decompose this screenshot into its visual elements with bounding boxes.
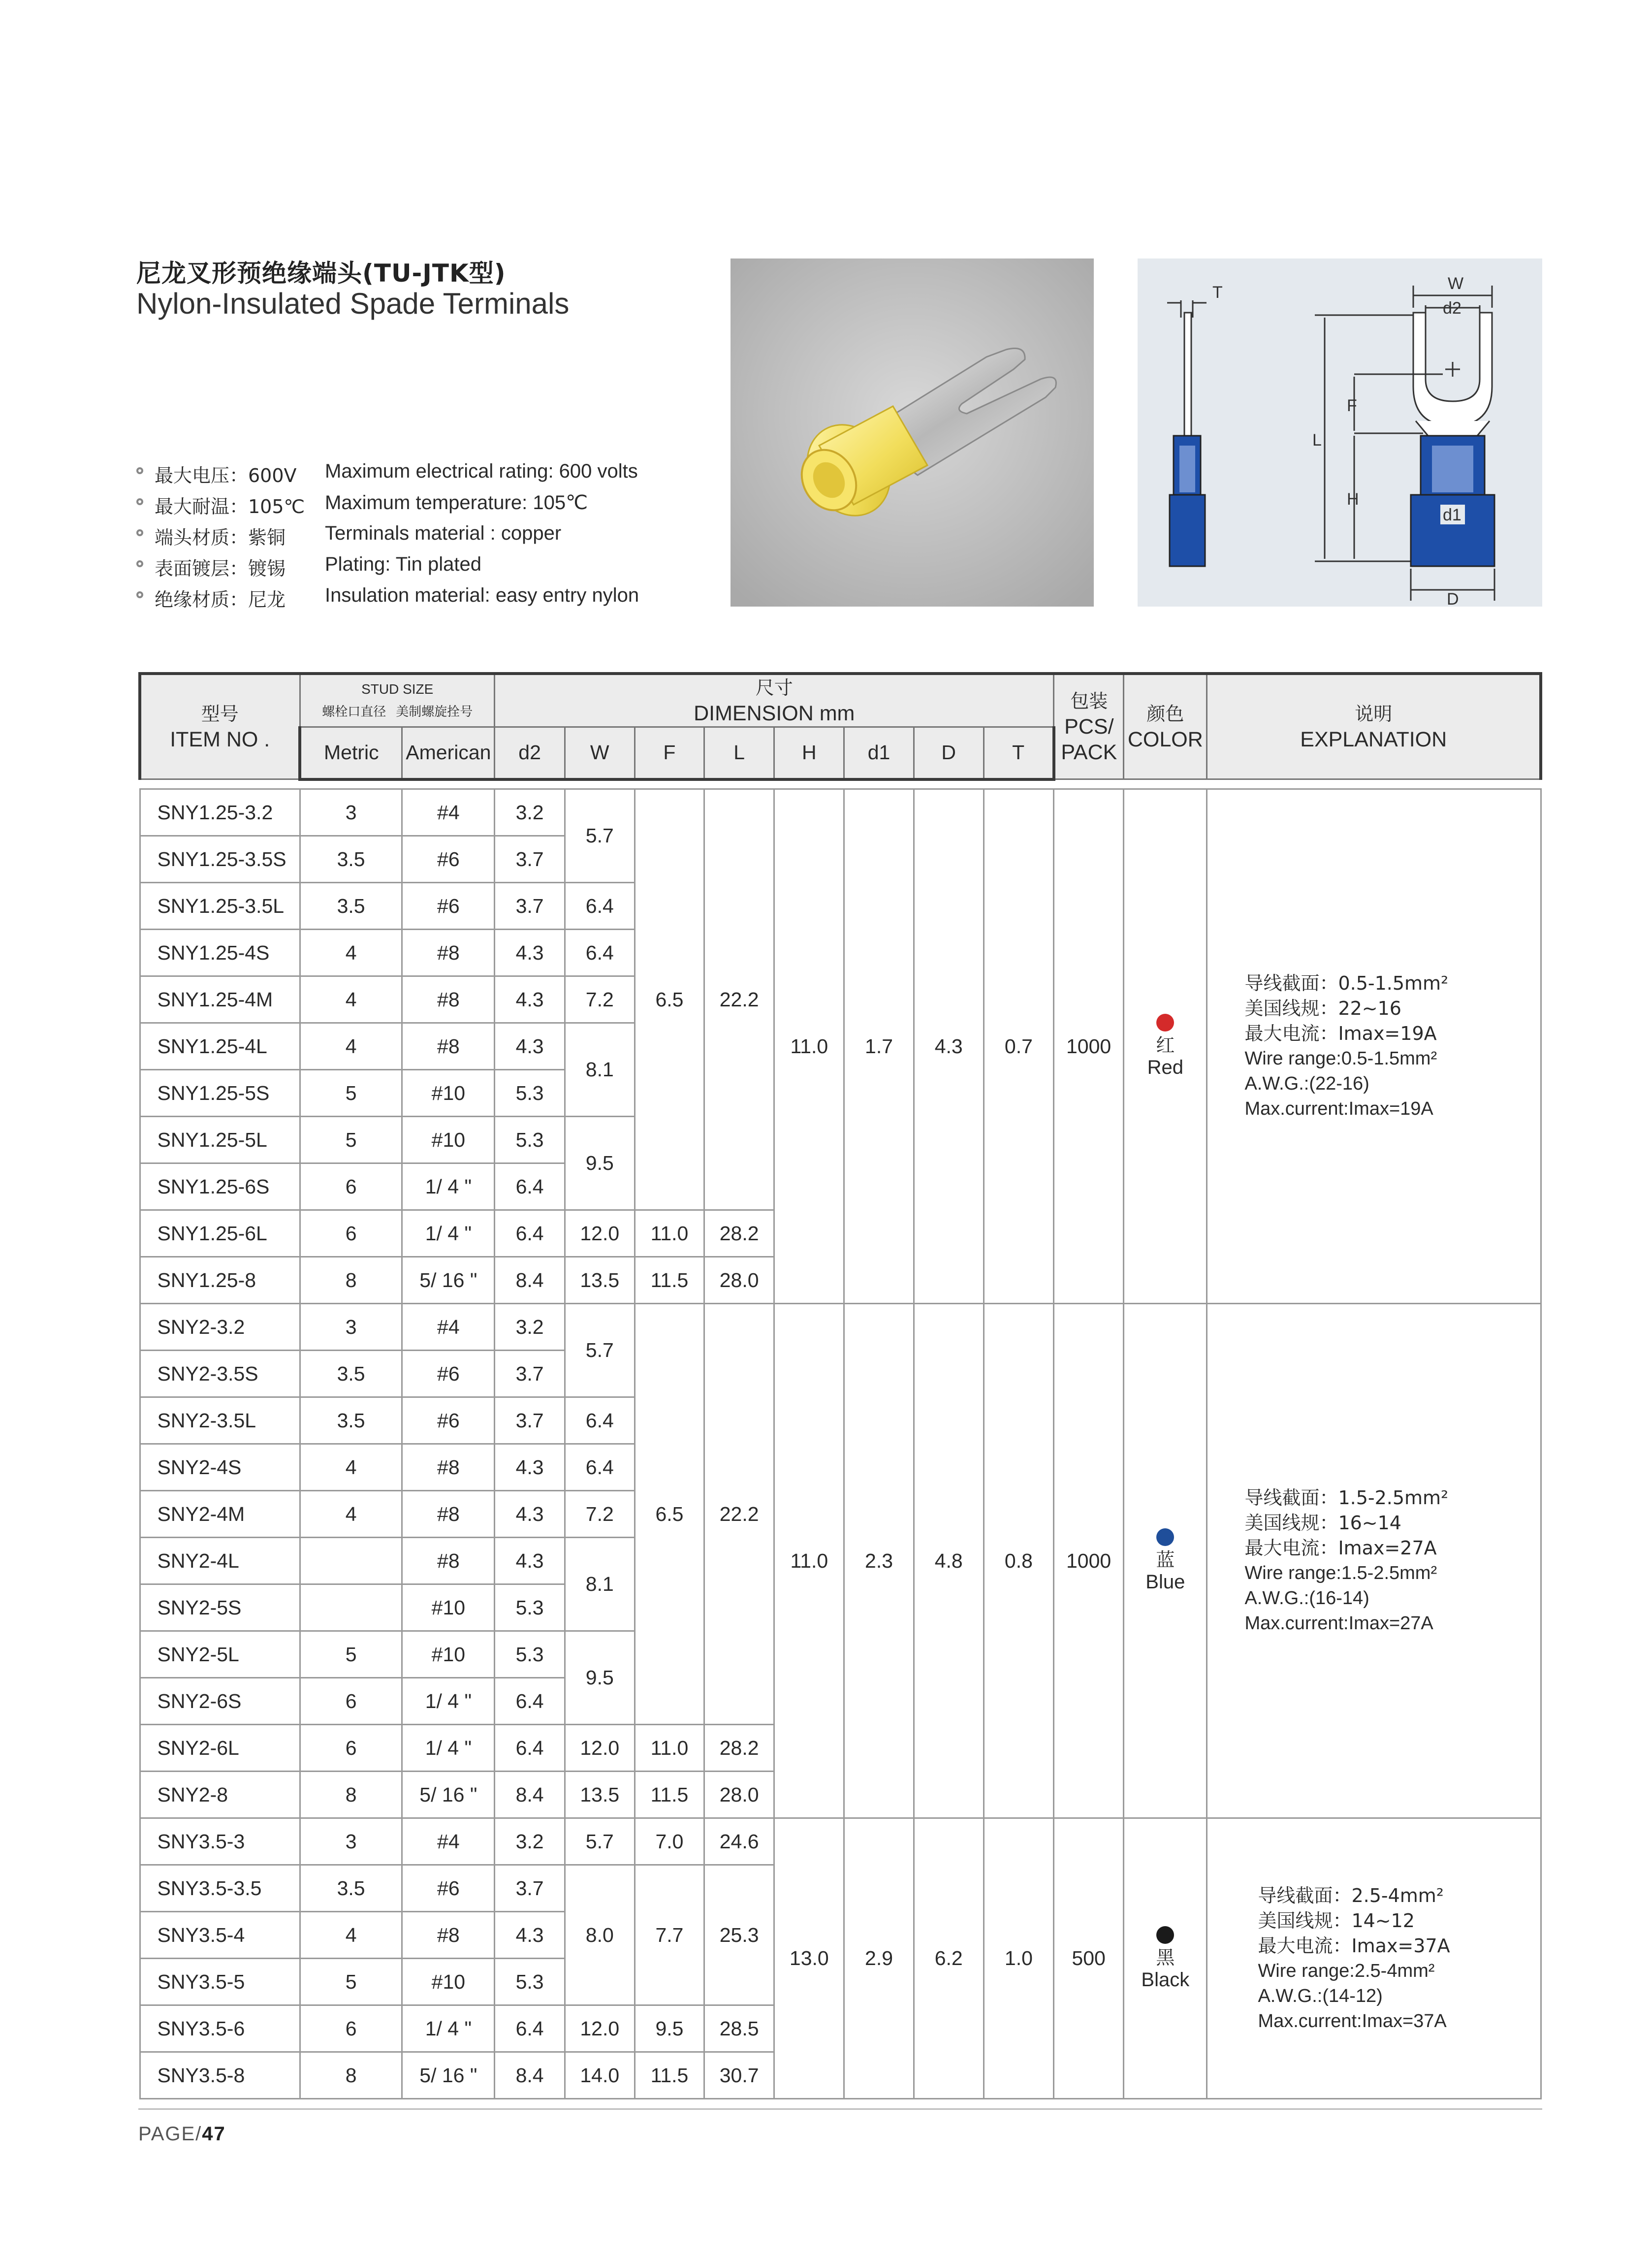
cell-american: #8 (402, 930, 495, 976)
cell-d2: 5.3 (495, 1070, 565, 1117)
cell-w: 6.4 (565, 930, 635, 976)
header-stud-size: STUD SIZE 螺栓口直径 美制螺旋拴号 (300, 674, 495, 727)
cell-metric: 3 (300, 1818, 402, 1865)
cell-american: #6 (402, 1351, 495, 1397)
cell-item: SNY1.25-4S (140, 930, 300, 976)
header-d2: d2 (495, 727, 565, 779)
cell-explanation: 导线截面：1.5-2.5mm² 美国线规：16~14 最大电流：Imax=27A Wire range:1.5-2.5mm² A.W.G.:(16-14) Max.current:Imax=27A (1207, 1304, 1541, 1818)
cell-w: 13.5 (565, 1257, 635, 1304)
spec-label-en: Plating: Tin plated (325, 553, 481, 575)
header-color: 颜色 COLOR (1124, 674, 1207, 779)
header-item: 型号 ITEM NO . (140, 674, 300, 779)
cell-american: 1/ 4 " (402, 1678, 495, 1725)
cell-metric: 6 (300, 1725, 402, 1772)
cell-pack: 500 (1054, 1818, 1124, 2099)
spec-label-cn: 表面镀层：镀锡 (155, 558, 286, 580)
bullet-icon (136, 560, 143, 567)
header-d1: d1 (844, 727, 914, 779)
bullet-icon (136, 467, 143, 474)
cell-f: 11.0 (635, 1210, 704, 1257)
cell-d2: 4.3 (495, 1444, 565, 1491)
cell-item: SNY2-8 (140, 1772, 300, 1818)
black-dot-icon (1156, 1926, 1174, 1944)
header-gap (140, 779, 1541, 789)
label-l: L (1312, 431, 1322, 450)
cell-d2: 6.4 (495, 2005, 565, 2052)
cell-american: 1/ 4 " (402, 1163, 495, 1210)
spec-label-cn: 端头材质：紫铜 (155, 527, 286, 548)
cell-american: #8 (402, 1444, 495, 1491)
cell-metric: 4 (300, 1444, 402, 1491)
cell-d2: 8.4 (495, 1772, 565, 1818)
dimension-diagram (1138, 258, 1542, 607)
cell-american: #10 (402, 1959, 495, 2005)
cell-metric: 3.5 (300, 1397, 402, 1444)
cell-w: 6.4 (565, 883, 635, 930)
cell-f: 7.7 (635, 1865, 704, 2005)
title-chinese: 尼龙叉形预绝缘端头(TU-JTK型) (136, 259, 506, 288)
cell-l: 28.2 (704, 1210, 774, 1257)
cell-f: 7.0 (635, 1818, 704, 1865)
label-d2: d2 (1443, 299, 1461, 318)
cell-american: #8 (402, 1023, 495, 1070)
cell-item: SNY2-6S (140, 1678, 300, 1725)
header-metric: Metric (300, 727, 402, 779)
cell-item: SNY2-4L (140, 1538, 300, 1584)
spade-terminal-image (731, 258, 1094, 607)
cell-l: 24.6 (704, 1818, 774, 1865)
cell-item: SNY1.25-4L (140, 1023, 300, 1070)
cell-d2: 3.2 (495, 1818, 565, 1865)
cell-t: 0.7 (984, 789, 1053, 1304)
cell-h: 11.0 (774, 789, 844, 1304)
cell-w: 5.7 (565, 1304, 635, 1397)
cell-f: 9.5 (635, 2005, 704, 2052)
color-label-cn: 蓝 (1156, 1549, 1175, 1571)
cell-explanation: 导线截面：2.5-4mm² 美国线规：14~12 最大电流：Imax=37A Wire range:2.5-4mm² A.W.G.:(14-12) Max.current:Imax=37A (1207, 1818, 1541, 2099)
cell-metric: 3.5 (300, 836, 402, 883)
cell-item: SNY2-6L (140, 1725, 300, 1772)
spec-label-en: Maximum temperature: 105℃ (325, 492, 588, 514)
cell-pack: 1000 (1054, 789, 1124, 1304)
cell-d2: 8.4 (495, 2052, 565, 2099)
cell-american: 1/ 4 " (402, 1210, 495, 1257)
cell-pack: 1000 (1054, 1304, 1124, 1818)
label-w: W (1448, 274, 1464, 293)
cell-w: 9.5 (565, 1117, 635, 1210)
cell-metric (300, 1538, 402, 1584)
cell-d2: 3.2 (495, 1304, 565, 1351)
cell-d2: 5.3 (495, 1117, 565, 1163)
cell-w: 8.1 (565, 1023, 635, 1117)
cell-color (1124, 1818, 1207, 2099)
cell-item: SNY3.5-8 (140, 2052, 300, 2099)
cell-d: 4.8 (914, 1304, 984, 1818)
cell-w: 8.1 (565, 1538, 635, 1631)
header-w: W (565, 727, 635, 779)
bullet-icon (136, 498, 143, 505)
cell-f: 11.0 (635, 1725, 704, 1772)
footer-divider (138, 2108, 1542, 2110)
cell-item: SNY3.5-6 (140, 2005, 300, 2052)
cell-d2: 3.7 (495, 1397, 565, 1444)
cell-l: 28.2 (704, 1725, 774, 1772)
cell-w: 12.0 (565, 2005, 635, 2052)
cell-d: 6.2 (914, 1818, 984, 2099)
specification-table (138, 672, 1542, 2099)
label-d: D (1447, 590, 1459, 607)
cell-item: SNY1.25-3.2 (140, 789, 300, 836)
cell-american: #6 (402, 1865, 495, 1912)
cell-t: 0.8 (984, 1304, 1053, 1818)
cell-d2: 5.3 (495, 1584, 565, 1631)
header-explanation: 说明 EXPLANATION (1207, 674, 1541, 779)
cell-d2: 6.4 (495, 1678, 565, 1725)
cell-american: #10 (402, 1070, 495, 1117)
cell-american: #8 (402, 976, 495, 1023)
cell-metric: 5 (300, 1959, 402, 2005)
cell-metric: 4 (300, 1023, 402, 1070)
cell-item: SNY2-3.2 (140, 1304, 300, 1351)
cell-d2: 4.3 (495, 976, 565, 1023)
label-f: F (1347, 396, 1357, 415)
cell-american: #10 (402, 1117, 495, 1163)
cell-metric: 4 (300, 1912, 402, 1959)
cell-metric: 6 (300, 2005, 402, 2052)
cell-l: 30.7 (704, 2052, 774, 2099)
table-row (140, 1818, 1541, 1865)
cell-d2: 6.4 (495, 1163, 565, 1210)
cell-metric: 5 (300, 1117, 402, 1163)
spec-label-cn: 最大耐温：105℃ (155, 496, 305, 517)
cell-metric: 5 (300, 1070, 402, 1117)
cell-american: 5/ 16 " (402, 1772, 495, 1818)
header-l: L (704, 727, 774, 779)
cell-item: SNY3.5-4 (140, 1912, 300, 1959)
spec-label-cn: 最大电压：600V (155, 465, 297, 486)
cell-l: 22.2 (704, 1304, 774, 1725)
cell-item: SNY2-5L (140, 1631, 300, 1678)
spec-label-en: Maximum electrical rating: 600 volts (325, 460, 638, 482)
cell-item: SNY3.5-3 (140, 1818, 300, 1865)
cell-american: #4 (402, 1304, 495, 1351)
color-label-en: Blue (1145, 1571, 1185, 1593)
cell-american: #6 (402, 836, 495, 883)
cell-w: 12.0 (565, 1725, 635, 1772)
cell-d2: 3.7 (495, 883, 565, 930)
cell-w: 7.2 (565, 976, 635, 1023)
cell-metric: 8 (300, 1772, 402, 1818)
cell-american: #6 (402, 1397, 495, 1444)
cell-d2: 3.7 (495, 836, 565, 883)
page-number: PAGE/47 (138, 2123, 226, 2145)
cell-f: 6.5 (635, 789, 704, 1210)
cell-american: #10 (402, 1584, 495, 1631)
product-photo (731, 258, 1094, 607)
cell-d2: 5.3 (495, 1959, 565, 2005)
cell-f: 6.5 (635, 1304, 704, 1725)
table-row (140, 789, 1541, 836)
cell-american: 5/ 16 " (402, 2052, 495, 2099)
cell-metric: 8 (300, 1257, 402, 1304)
table-row (140, 1304, 1541, 1351)
cell-d2: 6.4 (495, 1725, 565, 1772)
cell-american: 1/ 4 " (402, 2005, 495, 2052)
cell-item: SNY1.25-8 (140, 1257, 300, 1304)
cell-d2: 4.3 (495, 1912, 565, 1959)
cell-metric: 4 (300, 976, 402, 1023)
cell-american: #10 (402, 1631, 495, 1678)
cell-w: 7.2 (565, 1491, 635, 1538)
cell-w: 9.5 (565, 1631, 635, 1725)
cell-metric (300, 1584, 402, 1631)
header-dimension: 尺寸 DIMENSION mm (495, 674, 1054, 727)
cell-f: 11.5 (635, 1257, 704, 1304)
header-f: F (635, 727, 704, 779)
cell-w: 12.0 (565, 1210, 635, 1257)
cell-item: SNY1.25-6S (140, 1163, 300, 1210)
technical-drawing (1138, 258, 1542, 607)
header-pack: 包装 PCS/ PACK (1054, 674, 1124, 779)
cell-w: 8.0 (565, 1865, 635, 2005)
cell-color (1124, 1304, 1207, 1818)
cell-h: 11.0 (774, 1304, 844, 1818)
header-d: D (914, 727, 984, 779)
blue-dot-icon (1156, 1528, 1174, 1546)
cell-w: 6.4 (565, 1444, 635, 1491)
spec-label-en: Insulation material: easy entry nylon (325, 584, 639, 606)
cell-american: #8 (402, 1912, 495, 1959)
cell-t: 1.0 (984, 1818, 1053, 2099)
cell-d2: 4.3 (495, 1538, 565, 1584)
header-american: American (402, 727, 495, 779)
cell-d2: 3.7 (495, 1351, 565, 1397)
color-label-en: Black (1141, 1968, 1190, 1991)
cell-metric: 3.5 (300, 1865, 402, 1912)
cell-l: 25.3 (704, 1865, 774, 2005)
cell-metric: 3.5 (300, 883, 402, 930)
cell-l: 22.2 (704, 789, 774, 1210)
bullet-icon (136, 591, 143, 598)
cell-d2: 8.4 (495, 1257, 565, 1304)
cell-american: 1/ 4 " (402, 1725, 495, 1772)
cell-metric: 4 (300, 930, 402, 976)
header-t: T (984, 727, 1053, 779)
cell-item: SNY1.25-5L (140, 1117, 300, 1163)
cell-d2: 4.3 (495, 930, 565, 976)
cell-american: #4 (402, 789, 495, 836)
cell-metric: 6 (300, 1678, 402, 1725)
cell-item: SNY2-5S (140, 1584, 300, 1631)
cell-american: #8 (402, 1538, 495, 1584)
cell-american: 5/ 16 " (402, 1257, 495, 1304)
cell-d2: 3.7 (495, 1865, 565, 1912)
cell-d1: 2.3 (844, 1304, 914, 1818)
cell-item: SNY2-4S (140, 1444, 300, 1491)
label-t: T (1212, 283, 1223, 302)
color-label-cn: 红 (1156, 1034, 1175, 1056)
label-d1: d1 (1443, 506, 1461, 524)
cell-american: #8 (402, 1491, 495, 1538)
cell-explanation: 导线截面：0.5-1.5mm² 美国线规：22~16 最大电流：Imax=19A Wire range:0.5-1.5mm² A.W.G.:(22-16) Max.current:Imax=19A (1207, 789, 1541, 1304)
cell-american: #4 (402, 1818, 495, 1865)
cell-d2: 3.2 (495, 789, 565, 836)
cell-item: SNY1.25-6L (140, 1210, 300, 1257)
color-label-cn: 黑 (1156, 1946, 1175, 1968)
cell-item: SNY1.25-5S (140, 1070, 300, 1117)
cell-color (1124, 789, 1207, 1304)
cell-metric: 3.5 (300, 1351, 402, 1397)
cell-metric: 8 (300, 2052, 402, 2099)
cell-metric: 6 (300, 1210, 402, 1257)
cell-w: 5.7 (565, 789, 635, 883)
cell-d: 4.3 (914, 789, 984, 1304)
color-label-en: Red (1147, 1057, 1184, 1078)
cell-american: #6 (402, 883, 495, 930)
cell-item: SNY2-3.5L (140, 1397, 300, 1444)
cell-w: 13.5 (565, 1772, 635, 1818)
spec-label-cn: 绝缘材质：尼龙 (155, 589, 286, 611)
cell-f: 11.5 (635, 2052, 704, 2099)
cell-d1: 2.9 (844, 1818, 914, 2099)
cell-w: 5.7 (565, 1818, 635, 1865)
cell-item: SNY2-4M (140, 1491, 300, 1538)
cell-item: SNY1.25-4M (140, 976, 300, 1023)
label-h: H (1347, 490, 1359, 509)
cell-d1: 1.7 (844, 789, 914, 1304)
cell-metric: 6 (300, 1163, 402, 1210)
spec-label-en: Terminals material : copper (325, 522, 562, 544)
cell-item: SNY1.25-3.5L (140, 883, 300, 930)
cell-h: 13.0 (774, 1818, 844, 2099)
cell-w: 14.0 (565, 2052, 635, 2099)
cell-f: 11.5 (635, 1772, 704, 1818)
cell-d2: 4.3 (495, 1023, 565, 1070)
cell-metric: 3 (300, 1304, 402, 1351)
header-h: H (774, 727, 844, 779)
cell-item: SNY2-3.5S (140, 1351, 300, 1397)
cell-metric: 4 (300, 1491, 402, 1538)
red-dot-icon (1156, 1014, 1174, 1032)
cell-d2: 4.3 (495, 1491, 565, 1538)
cell-l: 28.5 (704, 2005, 774, 2052)
cell-metric: 5 (300, 1631, 402, 1678)
cell-l: 28.0 (704, 1257, 774, 1304)
cell-w: 6.4 (565, 1397, 635, 1444)
cell-d2: 5.3 (495, 1631, 565, 1678)
cell-item: SNY1.25-3.5S (140, 836, 300, 883)
cell-l: 28.0 (704, 1772, 774, 1818)
bullet-icon (136, 529, 143, 536)
title-english: Nylon-Insulated Spade Terminals (136, 287, 570, 320)
cell-metric: 3 (300, 789, 402, 836)
cell-item: SNY3.5-5 (140, 1959, 300, 2005)
cell-d2: 6.4 (495, 1210, 565, 1257)
cell-item: SNY3.5-3.5 (140, 1865, 300, 1912)
